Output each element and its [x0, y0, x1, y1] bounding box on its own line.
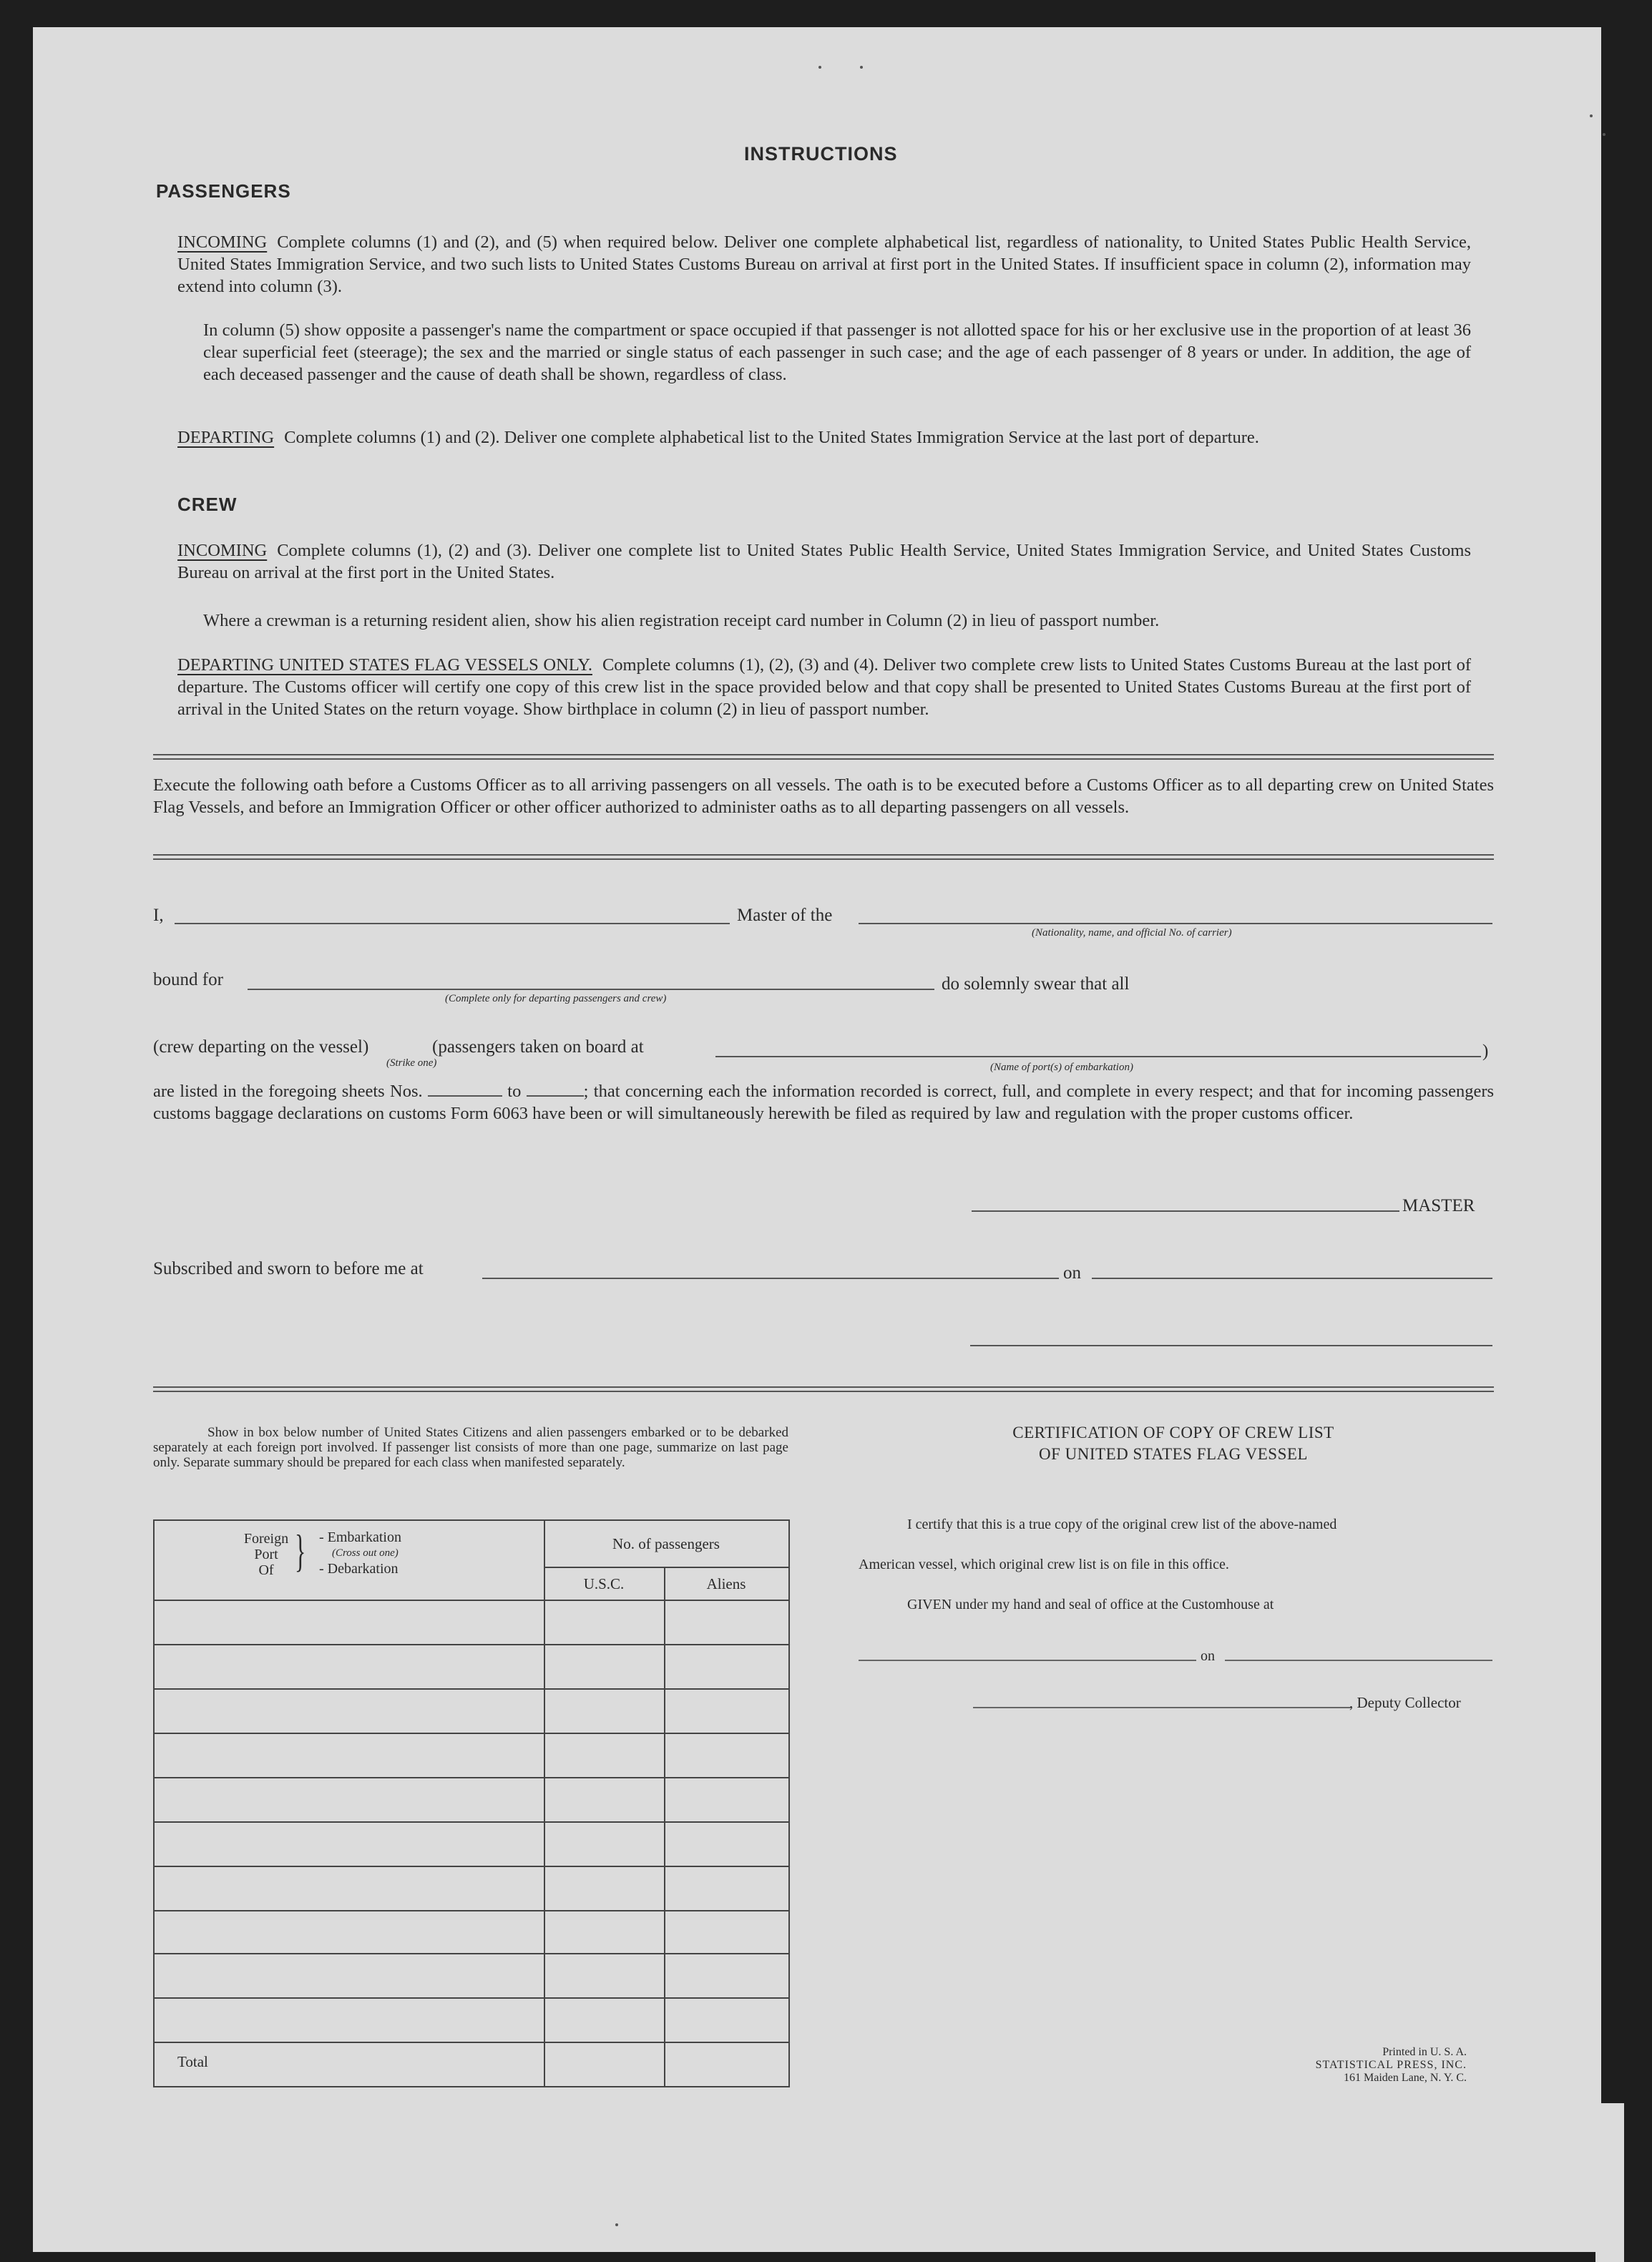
passengers-incoming-paragraph	[177, 231, 1471, 298]
strike-one-note: (Strike one)	[386, 1057, 437, 1069]
of-label: Of	[258, 1562, 274, 1578]
table-row	[155, 1866, 788, 1867]
certification-title-line-1: CERTIFICATION OF COPY OF CREW LIST	[1012, 1424, 1334, 1441]
divider	[153, 854, 1494, 860]
table-col-divider	[544, 1521, 545, 2086]
master-of-label: Master of the	[737, 906, 833, 925]
passengers-incoming-lead: INCOMING	[177, 232, 268, 252]
master-name-line[interactable]	[175, 923, 730, 924]
subscribed-label: Subscribed and sworn to before me at	[153, 1259, 424, 1278]
printer-line-1: Printed in U. S. A.	[1382, 2046, 1467, 2058]
bound-for-line[interactable]	[248, 989, 934, 990]
passengers-departing-paragraph	[177, 426, 1471, 449]
embarkation-ports-line[interactable]	[715, 1056, 1481, 1057]
sworn-on-label: on	[1063, 1263, 1081, 1283]
close-paren: )	[1482, 1042, 1489, 1061]
certify-line-1: I certify that this is a true copy of the original crew list of the above-named	[907, 1517, 1337, 1532]
customhouse-place-line[interactable]	[859, 1660, 1196, 1661]
foreign-port-of-label	[236, 1531, 296, 1578]
divider	[153, 1386, 1494, 1392]
table-row	[155, 1777, 788, 1778]
given-line: GIVEN under my hand and seal of office at the Customhouse at	[907, 1597, 1274, 1612]
table-row	[155, 1733, 788, 1734]
crew-alien-paragraph: Where a crewman is a returning resident alien, show his alien registration receipt card number in Column (2) in lieu of passport number.	[203, 611, 1160, 630]
cross-out-label: (Cross out one)	[332, 1547, 399, 1559]
passengers-incoming-text: Complete columns (1) and (2), and (5) when required below. Deliver one complete alphabetical list, regardless of nationality, to United States Public Health Service, United States Immigration Service, and two such lists to United States Customs Bureau on arrival at first port in the United States. If insufficient space in column (2), information may extend into column (3).	[177, 232, 1471, 296]
debarkation-label: - Debarkation	[319, 1561, 399, 1577]
table-row	[155, 1600, 788, 1601]
certify-line-2: American vessel, which original crew list is on file in this office.	[859, 1557, 1229, 1572]
officer-signature-line[interactable]	[970, 1345, 1492, 1346]
aliens-header: Aliens	[706, 1575, 746, 1592]
table-row	[155, 2042, 788, 2043]
crew-departing-option: (crew departing on the vessel)	[153, 1037, 369, 1057]
master-signature-line[interactable]	[972, 1210, 1399, 1212]
listed-to: to	[507, 1082, 522, 1101]
passengers-departing-text: Complete columns (1) and (2). Deliver one complete alphabetical list to the United States Immigration Service at the last port of departure.	[284, 428, 1259, 447]
page-title: INSTRUCTIONS	[744, 143, 898, 165]
sworn-date-line[interactable]	[1092, 1278, 1492, 1279]
deputy-collector-label: , Deputy Collector	[1349, 1694, 1461, 1711]
passengers-heading: PASSENGERS	[156, 180, 291, 202]
table-row	[155, 1997, 788, 1999]
crew-departing-text: Complete columns (1), (2), (3) and (4). Deliver two complete crew lists to United States Customs Bureau at the last port of departure. The Customs officer will certify one copy of this crew list in the space provided below and that copy shall be presented to United States Customs Bureau at the first port of arrival in the United States on the return voyage. Show birthplace in column (2) in lieu of passport number.	[177, 655, 1471, 719]
carrier-line[interactable]	[859, 923, 1492, 924]
table-subheader-line	[544, 1567, 788, 1568]
scan-speck	[615, 2223, 618, 2226]
table-row	[155, 1688, 788, 1690]
passengers-taken-option: (passengers taken on board at	[432, 1037, 644, 1057]
embark-debark-labels	[319, 1529, 401, 1577]
certification-title-line-2: OF UNITED STATES FLAG VESSEL	[1039, 1445, 1308, 1463]
master-signature-label: MASTER	[1402, 1196, 1475, 1215]
table-row	[155, 1953, 788, 1954]
crew-incoming-lead: INCOMING	[177, 541, 268, 560]
cert-date-line[interactable]	[1225, 1660, 1492, 1661]
oath-listed-paragraph	[153, 1080, 1494, 1125]
port-label: Port	[254, 1547, 278, 1562]
usc-header: U.S.C.	[583, 1575, 625, 1592]
crew-departing-paragraph	[177, 654, 1471, 720]
scan-speck	[860, 66, 863, 69]
certification-title	[859, 1422, 1488, 1465]
oath-instructions: Execute the following oath before a Customs Officer as to all arriving passengers on all vessels. The oath is to be executed before a Customs Officer as to all departing crew on United States Flag Vessels, and before an Immigration Officer or other officer authorized to administer oaths as to all departing passengers on all vessels.	[153, 775, 1494, 817]
scan-speck	[1603, 133, 1605, 136]
crew-heading: CREW	[177, 494, 238, 515]
printer-line-2: STATISTICAL PRESS, INC.	[1315, 2059, 1467, 2071]
brace-icon: }	[295, 1525, 306, 1576]
listed-part-2: ; that concerning each the information recorded is correct, full, and complete in every respect; and that for incoming passengers customs baggage declarations on customs Form 6063 have been or will simultaneously herewith be filed as required by law and regulation with the proper customs officer.	[153, 1082, 1495, 1123]
sworn-place-line[interactable]	[482, 1278, 1059, 1279]
table-row	[155, 1821, 788, 1823]
table-row	[155, 1644, 788, 1645]
scan-speck	[818, 66, 821, 69]
total-label: Total	[177, 2053, 208, 2070]
cert-on-label: on	[1201, 1648, 1215, 1664]
summary-note: Show in box below number of United States Citizens and alien passengers embarked or to be debarked separately at each foreign port involved. If passenger list consists of more than one page, summarize on last page only. Separate summary should be prepared for each class when manifested separately.	[153, 1425, 788, 1470]
no-passengers-header: No. of passengers	[612, 1535, 720, 1552]
passenger-summary-table	[153, 1519, 790, 2087]
page-edge	[1595, 2103, 1624, 2262]
crew-incoming-text: Complete columns (1), (2) and (3). Deliver one complete list to United States Public Health Service, United States Immigration Service, and United States Customs Bureau on arrival at the first port in the United States.	[177, 541, 1471, 582]
divider	[153, 754, 1494, 760]
foreign-label: Foreign	[243, 1531, 289, 1547]
passengers-column5-paragraph: In column (5) show opposite a passenger's name the compartment or space occupied if that passenger is not allotted space for his or her exclusive use in the proportion of at least 36 clear superficial feet (steerage); the sex and the married or single status of each passenger in such case; and the age of each passenger of 8 years or under. In addition, the age of each deceased passenger and the cause of death shall be shown, regardless of class.	[203, 320, 1471, 384]
sheet-to-line[interactable]	[527, 1082, 584, 1097]
scan-speck	[1590, 114, 1593, 117]
crew-incoming-paragraph	[177, 539, 1471, 584]
sheet-from-line[interactable]	[428, 1082, 502, 1097]
printer-imprint	[1259, 2046, 1467, 2085]
printer-line-3: 161 Maiden Lane, N. Y. C.	[1344, 2072, 1467, 2084]
carrier-note: (Nationality, name, and official No. of carrier)	[1032, 927, 1232, 939]
bound-for-note: (Complete only for departing passengers and crew)	[445, 993, 667, 1004]
ports-note: (Name of port(s) of embarkation)	[990, 1062, 1133, 1073]
listed-part-1: are listed in the foregoing sheets Nos.	[153, 1082, 423, 1101]
table-row	[155, 1910, 788, 1911]
embarkation-label: - Embarkation	[319, 1529, 401, 1545]
deputy-signature-line[interactable]	[973, 1707, 1351, 1708]
bound-for-label: bound for	[153, 970, 223, 989]
crew-departing-lead: DEPARTING UNITED STATES FLAG VESSELS ONLY.	[177, 655, 592, 675]
passengers-departing-lead: DEPARTING	[177, 428, 275, 447]
swear-text: do solemnly swear that all	[942, 974, 1130, 994]
oath-i-label: I,	[153, 906, 164, 925]
